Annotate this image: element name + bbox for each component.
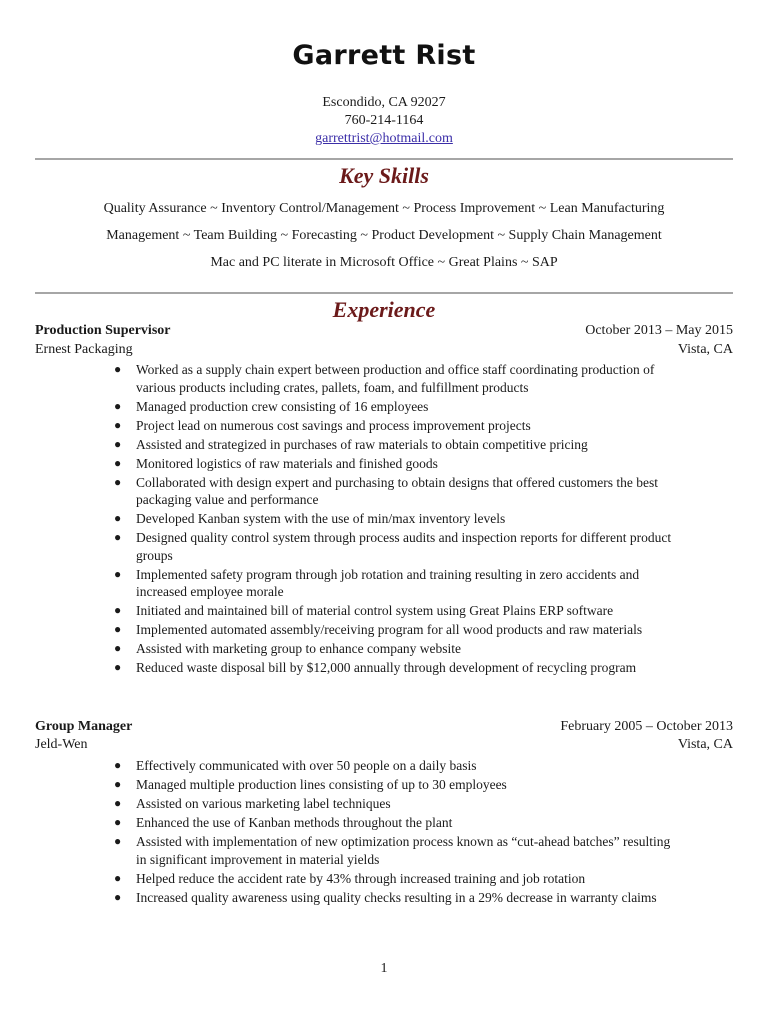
- bullet-icon: ●: [114, 796, 122, 810]
- bullet-icon: ●: [114, 777, 122, 791]
- job-title: Production Supervisor: [35, 323, 171, 338]
- skills-line: Mac and PC literate in Microsoft Office ~ Great Plains ~ SAP: [210, 255, 558, 270]
- list-item: ● Assisted with implementation of new optimization process known as “cut-ahead batches” resulting in significant improvement in material yields: [114, 834, 671, 867]
- email-line: [0, 129, 768, 148]
- list-item: ● Reduced waste disposal bill by $12,000 annually through development of recycling program: [114, 660, 637, 675]
- list-item: ● Increased quality awareness using quality checks resulting in a 29% decrease in warranty claims: [114, 889, 657, 905]
- job-dates: February 2005 – October 2013: [560, 719, 733, 734]
- list-item: ● Worked as a supply chain expert between production and office staff coordinating production of various products including crates, pallets, foam, and fulfillment products: [114, 362, 655, 395]
- list-item: ● Collaborated with design expert and purchasing to obtain designs that offered customers the best packaging value and performance: [114, 474, 658, 507]
- list-item: ● Implemented automated assembly/receiving program for all wood products and raw materials: [114, 622, 643, 637]
- bullet-icon: ●: [114, 603, 122, 617]
- address: Escondido, CA 92027: [322, 95, 446, 110]
- job-bullets: [0, 361, 768, 678]
- list-item: ● Designed quality control system through process audits and inspection reports for different product groups: [114, 530, 672, 563]
- bullet-icon: ●: [114, 641, 122, 655]
- divider: [35, 292, 733, 294]
- job-title: Group Manager: [35, 719, 133, 734]
- list-item: ● Implemented safety program through job rotation and training resulting in zero accidents and increased employee morale: [114, 566, 640, 599]
- bullet-icon: ●: [114, 815, 122, 829]
- bullet-icon: ●: [114, 436, 122, 451]
- list-item: ● Enhanced the use of Kanban methods throughout the plant: [114, 815, 453, 830]
- page-number: 1: [380, 961, 388, 976]
- skills-line: Management ~ Team Building ~ Forecasting ~ Product Development ~ Supply Chain Management: [106, 228, 662, 243]
- candidate-name: Garrett Rist: [292, 40, 476, 71]
- bullet-icon: ●: [114, 362, 122, 376]
- skills-line: Quality Assurance ~ Inventory Control/Management ~ Process Improvement ~ Lean Manufacturing: [103, 201, 665, 216]
- bullet-icon: ●: [114, 889, 122, 904]
- bullet-icon: ●: [114, 455, 122, 470]
- bullet-icon: ●: [114, 870, 122, 885]
- phone: 760-214-1164: [344, 113, 424, 128]
- job-bullets: [0, 757, 768, 908]
- bullet-icon: ●: [114, 474, 122, 489]
- job-dates: October 2013 – May 2015: [585, 323, 733, 338]
- list-item: ● Managed production crew consisting of 16 employees: [114, 398, 429, 414]
- list-item: ● Project lead on numerous cost savings and process improvement projects: [114, 417, 531, 433]
- bullet-icon: ●: [114, 834, 122, 848]
- list-item: ● Effectively communicated with over 50 people on a daily basis: [114, 758, 477, 773]
- job-company: Jeld-Wen: [35, 737, 88, 752]
- bullet-icon: ●: [114, 530, 122, 544]
- job-location: Vista, CA: [677, 342, 733, 357]
- bullet-icon: ●: [114, 566, 122, 581]
- list-item: ● Assisted on various marketing label techniques: [114, 796, 391, 811]
- bullet-icon: ●: [114, 660, 122, 674]
- email-link[interactable]: garrettrist@hotmail.com: [315, 131, 453, 146]
- experience-heading: Experience: [332, 297, 436, 322]
- list-item: ● Managed multiple production lines consisting of up to 30 employees: [114, 777, 507, 792]
- job-location: Vista, CA: [677, 737, 733, 752]
- job-company: Ernest Packaging: [35, 342, 133, 357]
- bullet-icon: ●: [114, 417, 122, 432]
- list-item: ● Monitored logistics of raw materials and finished goods: [114, 455, 438, 471]
- list-item: ● Assisted and strategized in purchases of raw materials to obtain competitive pricing: [114, 436, 588, 452]
- bullet-icon: ●: [114, 758, 122, 772]
- list-item: ● Helped reduce the accident rate by 43% through increased training and job rotation: [114, 870, 586, 886]
- list-item: ● Developed Kanban system with the use of min/max inventory levels: [114, 511, 506, 526]
- divider: [35, 158, 733, 160]
- key-skills-heading: Key Skills: [339, 163, 429, 188]
- bullet-icon: ●: [114, 622, 122, 636]
- bullet-icon: ●: [114, 398, 122, 413]
- list-item: ● Initiated and maintained bill of material control system using Great Plains ERP software: [114, 603, 614, 618]
- list-item: ● Assisted with marketing group to enhance company website: [114, 641, 462, 656]
- bullet-icon: ●: [114, 511, 122, 525]
